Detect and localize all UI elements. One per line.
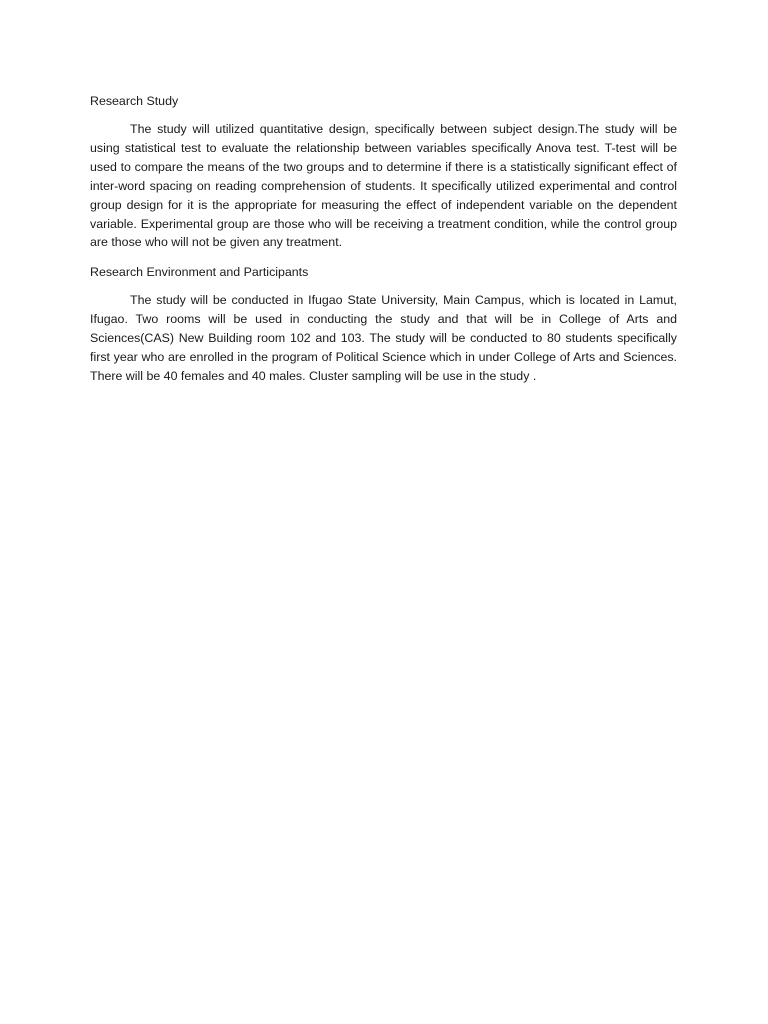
- section-heading-research-study: Research Study: [90, 94, 179, 108]
- section-paragraph-research-study: The study will utilized quantitative design, specifically between subject design.The study will be using statistical test to evaluate the relationship between variables specifically Anova test. T-test will be used to compare the means of the two groups and to determine if there is a statistically significant effect of inter-word spacing on reading comprehension of students. It specifically utilized experimental and control group design for it is the appropriate for measuring the effect of independent variable on the dependent variable. Experimental group are those who will be receiving a treatment condition, while the control group are those who will not be given any treatment.: [90, 122, 677, 250]
- document-page: [90, 92, 677, 386]
- section-heading-research-environment: Research Environment and Participants: [90, 265, 309, 280]
- section-paragraph-research-environment: The study will be conducted in Ifugao State University, Main Campus, which is located in Lamut, Ifugao. Two rooms will be used in conducting the study and that will be in College of Arts and Sciences(CAS) New Building room 102 and 103. The study will be conducted to 80 students specifically first year who are enrolled in the program of Political Science which in under College of Arts and Sciences. There will be 40 females and 40 males. Cluster sampling will be use in the study .: [90, 293, 677, 383]
